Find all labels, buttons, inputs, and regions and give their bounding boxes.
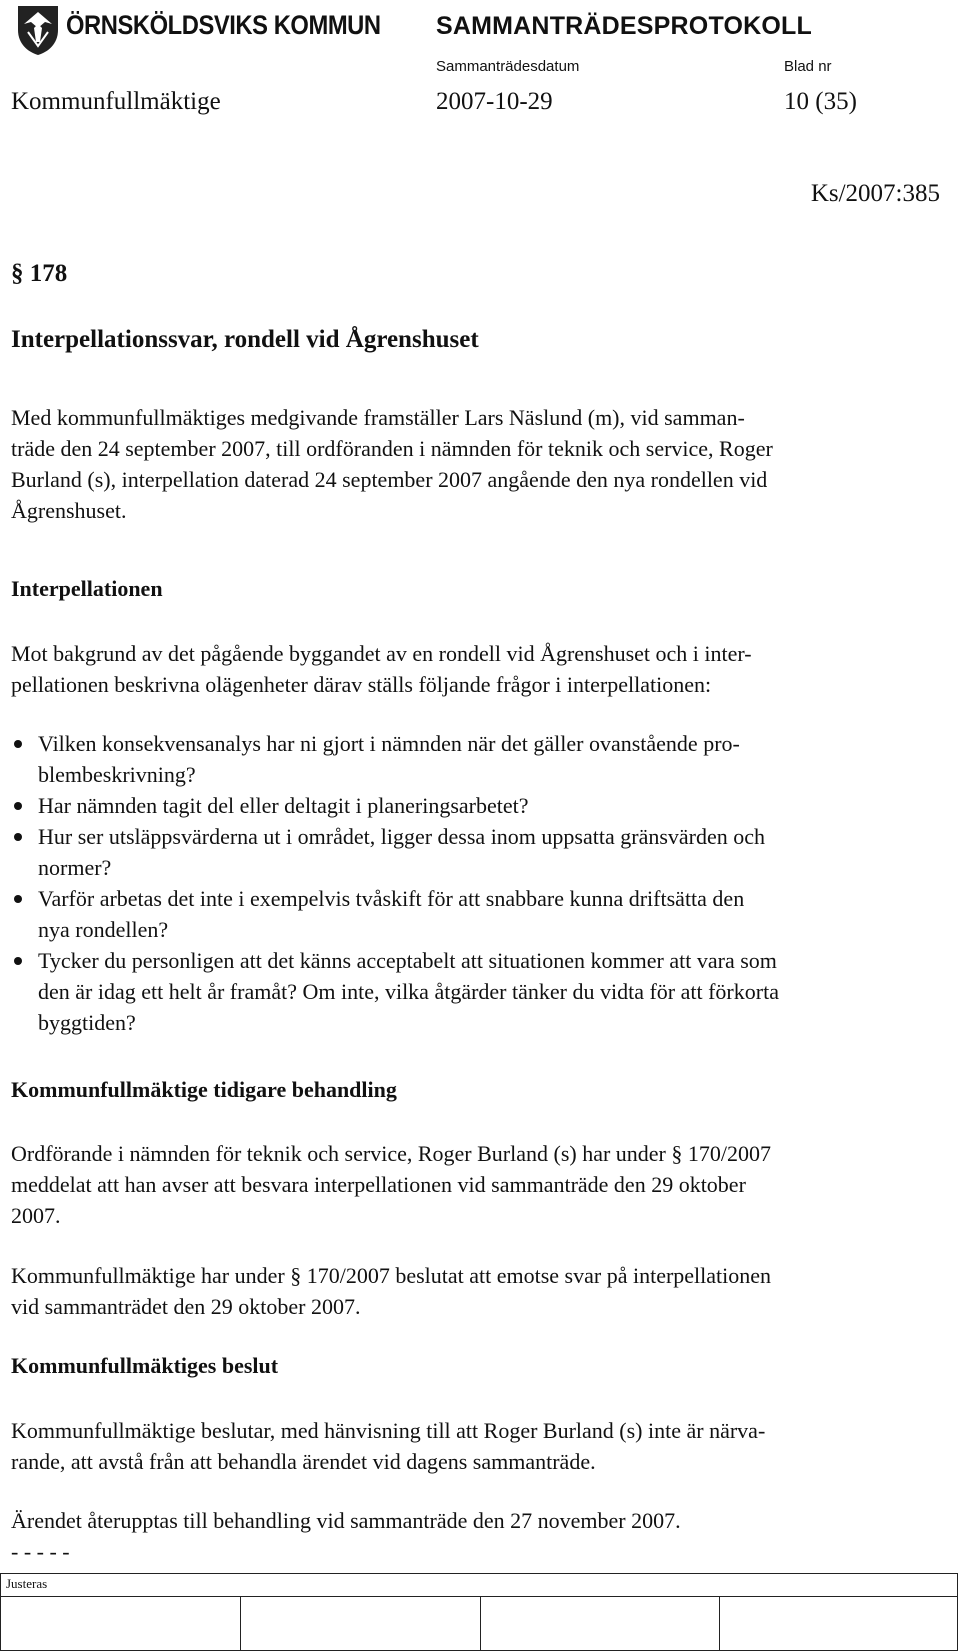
signature-box [0,1573,958,1651]
signature-field-divider [240,1596,241,1651]
coat-of-arms-icon [14,2,62,56]
text-line: meddelat att han avser att besvara interpellationen vid sammanträde den 29 oktober [11,1172,746,1197]
signature-field-divider [480,1596,481,1651]
text-line: Ågrenshuset. [11,498,127,523]
decision-body: Kommunfullmäktige [11,88,221,115]
bullet-icon [14,740,22,748]
list-item: Vilken konsekvensanalys har ni gjort i nämnden när det gäller ovanstående pro- blembeskrivning? [38,728,740,790]
text-line: Med kommunfullmäktiges medgivande framställer Lars Näslund (m), vid samman- [11,405,745,430]
decision-paragraph [11,1415,931,1477]
bullet-icon [14,833,22,841]
page-title: Interpellationssvar, rondell vid Ågrenshuset [11,326,479,353]
bullet-icon [14,895,22,903]
text-line: rande, att avstå från att behandla ärendet vid dagens sammanträde. [11,1449,596,1474]
document-type: SAMMANTRÄDESPROTOKOLL [436,12,812,40]
meeting-date: 2007-10-29 [436,88,553,115]
text-line: träde den 24 september 2007, till ordföranden i nämnden för teknik och service, Roger [11,436,773,461]
text-line: Ordförande i nämnden för teknik och service, Roger Burland (s) har under § 170/2007 [11,1141,771,1166]
text-line: vid sammanträdet den 29 oktober 2007. [11,1294,361,1319]
bullet-icon [14,957,22,965]
bullet-icon [14,802,22,810]
case-number: Ks/2007:385 [810,180,940,207]
page-number-label: Blad nr [784,58,832,75]
section-heading-previous: Kommunfullmäktige tidigare behandling [11,1077,397,1102]
signature-field-divider [719,1596,720,1651]
organization-name: ÖRNSKÖLDSVIKS KOMMUN [66,10,381,40]
text-line: Ärendet återupptas till behandling vid sammanträde den 27 november 2007. [11,1508,681,1533]
list-item: Hur ser utsläppsvärderna ut i området, ligger dessa inom uppsatta gränsvärden och normer? [38,821,765,883]
interpellation-paragraph [11,638,931,700]
paragraph-number: § 178 [11,260,68,287]
text-line: 2007. [11,1203,61,1228]
previous-paragraph-1 [11,1138,931,1231]
text-line: pellationen beskrivna olägenheter därav ställs följande frågor i interpellationen: [11,672,712,697]
text-line: Kommunfullmäktige beslutar, med hänvisning till att Roger Burland (s) inte är närva- [11,1418,766,1443]
meeting-date-label: Sammanträdesdatum [436,58,580,75]
resumption-paragraph [11,1505,931,1567]
text-line: Burland (s), interpellation daterad 24 september 2007 angående den nya rondellen vid [11,467,768,492]
page-number: 10 (35) [784,88,857,115]
signature-divider [0,1596,958,1597]
signature-label: Justeras [6,1576,48,1591]
text-line: Kommunfullmäktige har under § 170/2007 beslutat att emotse svar på interpellationen [11,1263,772,1288]
list-item: Har nämnden tagit del eller deltagit i planeringsarbetet? [38,790,529,821]
text-line: Mot bakgrund av det pågående byggandet av en rondell vid Ågrenshuset och i inter- [11,641,752,666]
previous-paragraph-2 [11,1260,931,1322]
intro-paragraph [11,402,931,526]
list-item: Varför arbetas det inte i exempelvis tvåskift för att snabbare kunna driftsätta den nya rondellen? [38,883,744,945]
section-heading-interpellation: Interpellationen [11,576,163,601]
separator: - - - - - [11,1539,70,1564]
section-heading-decision: Kommunfullmäktiges beslut [11,1353,279,1378]
list-item: Tycker du personligen att det känns acceptabelt att situationen kommer att vara som den är idag ett helt år framåt? Om inte, vilka åtgärder tänker du vidta för att förkorta byggtiden? [38,945,779,1038]
